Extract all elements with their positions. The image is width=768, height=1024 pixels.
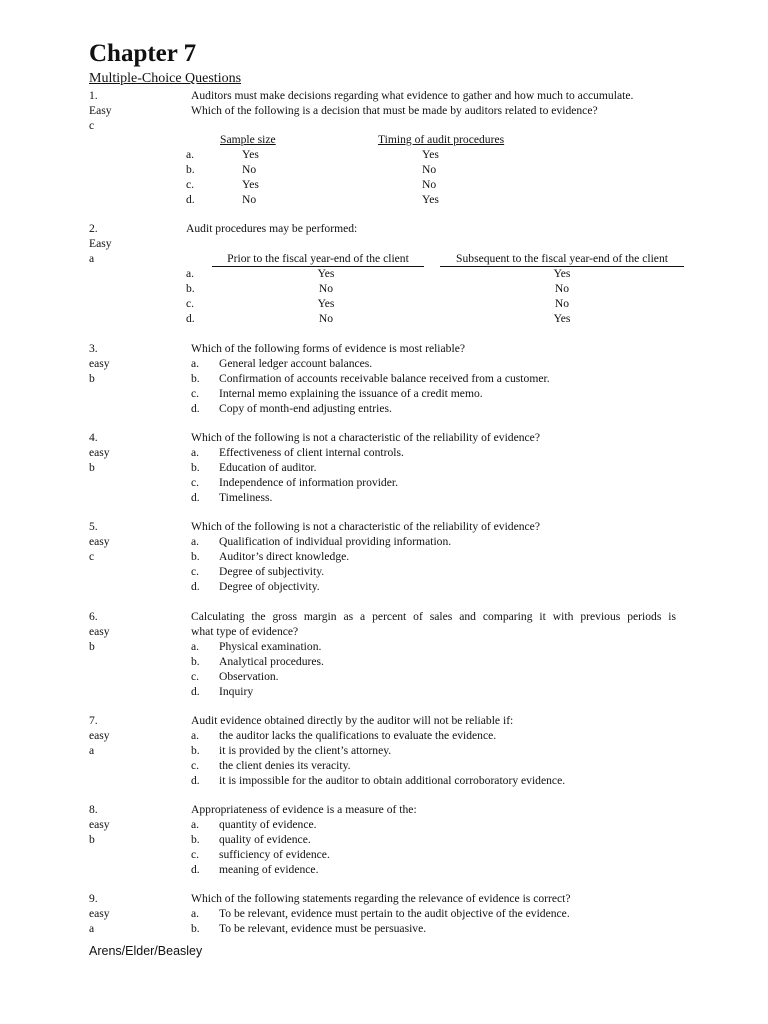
- option-text: it is impossible for the auditor to obtain additional corroboratory evidence.: [219, 774, 566, 787]
- option-letter: c.: [191, 759, 200, 772]
- table-cell: No: [242, 163, 257, 176]
- table-cell: Yes: [553, 267, 571, 280]
- page-footer: Arens/Elder/Beasley: [89, 944, 203, 958]
- table-cell: No: [318, 282, 334, 295]
- table-cell: Yes: [422, 148, 439, 161]
- option-letter: d.: [186, 312, 195, 325]
- table-cell: Yes: [242, 178, 259, 191]
- table-cell: Yes: [317, 297, 335, 310]
- table-cell: Yes: [553, 312, 571, 325]
- question-number: 5.: [89, 520, 98, 533]
- option-text: it is provided by the client’s attorney.: [219, 744, 392, 757]
- table-cell: Yes: [242, 148, 259, 161]
- question-stem-line: Which of the following forms of evidence is most reliable?: [191, 342, 465, 355]
- option-text: Analytical procedures.: [219, 655, 324, 668]
- question-number: 7.: [89, 714, 98, 727]
- chapter-title: Chapter 7: [89, 40, 197, 67]
- option-letter: a.: [191, 640, 200, 653]
- question-answer: b: [89, 833, 95, 846]
- option-letter: b.: [191, 833, 200, 846]
- option-text: Copy of month-end adjusting entries.: [219, 402, 392, 415]
- question-difficulty: easy: [89, 535, 110, 548]
- option-text: quality of evidence.: [219, 833, 311, 846]
- table-cell: No: [422, 178, 437, 191]
- option-text: the auditor lacks the qualifications to evaluate the evidence.: [219, 729, 497, 742]
- option-letter: a.: [186, 148, 195, 161]
- option-letter: d.: [191, 774, 200, 787]
- question-difficulty: easy: [89, 729, 110, 742]
- option-letter: d.: [191, 685, 200, 698]
- table-header-subsequent: Subsequent to the fiscal year-end of the client: [456, 252, 668, 265]
- question-answer: b: [89, 461, 95, 474]
- question-difficulty: easy: [89, 818, 110, 831]
- option-letter: d.: [191, 402, 200, 415]
- question-number: 9.: [89, 892, 98, 905]
- option-text: Auditor’s direct knowledge.: [219, 550, 350, 563]
- question-answer: b: [89, 640, 95, 653]
- option-text: Inquiry: [219, 685, 254, 698]
- option-text: meaning of evidence.: [219, 863, 319, 876]
- section-subtitle: Multiple-Choice Questions: [89, 71, 242, 86]
- option-letter: d.: [191, 491, 200, 504]
- table-cell: No: [554, 282, 570, 295]
- question-stem-line: Auditors must make decisions regarding what evidence to gather and how much to accumulate.: [191, 89, 634, 102]
- option-text: Degree of subjectivity.: [219, 565, 325, 578]
- question-stem-line: Which of the following is not a characteristic of the reliability of evidence?: [191, 520, 540, 533]
- option-letter: a.: [191, 357, 200, 370]
- option-letter: c.: [191, 565, 200, 578]
- option-letter: a.: [191, 535, 200, 548]
- question-answer: a: [89, 252, 95, 265]
- table-header-prior: Prior to the fiscal year-end of the client: [227, 252, 409, 265]
- option-letter: c.: [186, 297, 195, 310]
- option-text: Degree of objectivity.: [219, 580, 320, 593]
- option-text: Observation.: [219, 670, 279, 683]
- question-answer: a: [89, 744, 95, 757]
- question-answer: c: [89, 550, 95, 563]
- option-letter: d.: [186, 193, 195, 206]
- question-answer: b: [89, 372, 95, 385]
- question-number: 8.: [89, 803, 98, 816]
- option-letter: c.: [191, 476, 200, 489]
- option-text: Confirmation of accounts receivable balance received from a customer.: [219, 372, 550, 385]
- option-letter: a.: [186, 267, 195, 280]
- option-letter: a.: [191, 907, 200, 920]
- question-stem-line: what type of evidence?: [191, 625, 299, 638]
- option-text: sufficiency of evidence.: [219, 848, 330, 861]
- table-cell: Yes: [317, 267, 335, 280]
- table-header-sample-size: Sample size: [220, 133, 276, 146]
- option-letter: a.: [191, 818, 200, 831]
- question-number: 2.: [89, 222, 98, 235]
- option-letter: b.: [191, 655, 200, 668]
- question-stem-line: Calculating the gross margin as a percent of sales and comparing it with previous periods is: [191, 610, 676, 623]
- question-number: 3.: [89, 342, 98, 355]
- option-text: To be relevant, evidence must pertain to the audit objective of the evidence.: [219, 907, 570, 920]
- option-text: To be relevant, evidence must be persuasive.: [219, 922, 427, 935]
- option-letter: b.: [186, 282, 195, 295]
- option-letter: b.: [191, 372, 200, 385]
- question-answer: c: [89, 119, 95, 132]
- table-cell: No: [554, 297, 570, 310]
- option-letter: b.: [191, 550, 200, 563]
- option-text: Qualification of individual providing information.: [219, 535, 452, 548]
- question-stem-line: Which of the following statements regarding the relevance of evidence is correct?: [191, 892, 571, 905]
- option-text: Independence of information provider.: [219, 476, 398, 489]
- question-number: 4.: [89, 431, 98, 444]
- table-cell: No: [422, 163, 437, 176]
- option-letter: d.: [191, 580, 200, 593]
- option-letter: b.: [186, 163, 195, 176]
- question-number: 6.: [89, 610, 98, 623]
- option-text: General ledger account balances.: [219, 357, 373, 370]
- question-difficulty: easy: [89, 357, 110, 370]
- question-stem-line: Appropriateness of evidence is a measure of the:: [191, 803, 417, 816]
- question-stem-line: Audit evidence obtained directly by the auditor will not be reliable if:: [191, 714, 514, 727]
- question-number: 1.: [89, 89, 98, 102]
- option-text: Timeliness.: [219, 491, 273, 504]
- option-letter: c.: [186, 178, 195, 191]
- question-difficulty: Easy: [89, 104, 112, 117]
- table-cell: No: [242, 193, 257, 206]
- question-answer: a: [89, 922, 95, 935]
- question-difficulty: easy: [89, 907, 110, 920]
- option-letter: b.: [191, 922, 200, 935]
- option-text: the client denies its veracity.: [219, 759, 351, 772]
- option-letter: a.: [191, 729, 200, 742]
- question-difficulty: Easy: [89, 237, 112, 250]
- question-difficulty: easy: [89, 625, 110, 638]
- option-text: Internal memo explaining the issuance of a credit memo.: [219, 387, 483, 400]
- option-text: Effectiveness of client internal controls.: [219, 446, 404, 459]
- option-letter: b.: [191, 744, 200, 757]
- question-stem-line: Which of the following is a decision that must be made by auditors related to evidence?: [191, 104, 598, 117]
- option-letter: b.: [191, 461, 200, 474]
- question-stem-line: Audit procedures may be performed:: [186, 222, 358, 235]
- option-text: Physical examination.: [219, 640, 322, 653]
- option-letter: a.: [191, 446, 200, 459]
- table-cell: No: [318, 312, 334, 325]
- option-letter: c.: [191, 670, 200, 683]
- option-letter: d.: [191, 863, 200, 876]
- table-cell: Yes: [422, 193, 439, 206]
- option-text: quantity of evidence.: [219, 818, 317, 831]
- option-text: Education of auditor.: [219, 461, 317, 474]
- question-stem-line: Which of the following is not a characteristic of the reliability of evidence?: [191, 431, 540, 444]
- option-letter: c.: [191, 387, 200, 400]
- option-letter: c.: [191, 848, 200, 861]
- table-header-timing: Timing of audit procedures: [378, 133, 505, 146]
- question-difficulty: easy: [89, 446, 110, 459]
